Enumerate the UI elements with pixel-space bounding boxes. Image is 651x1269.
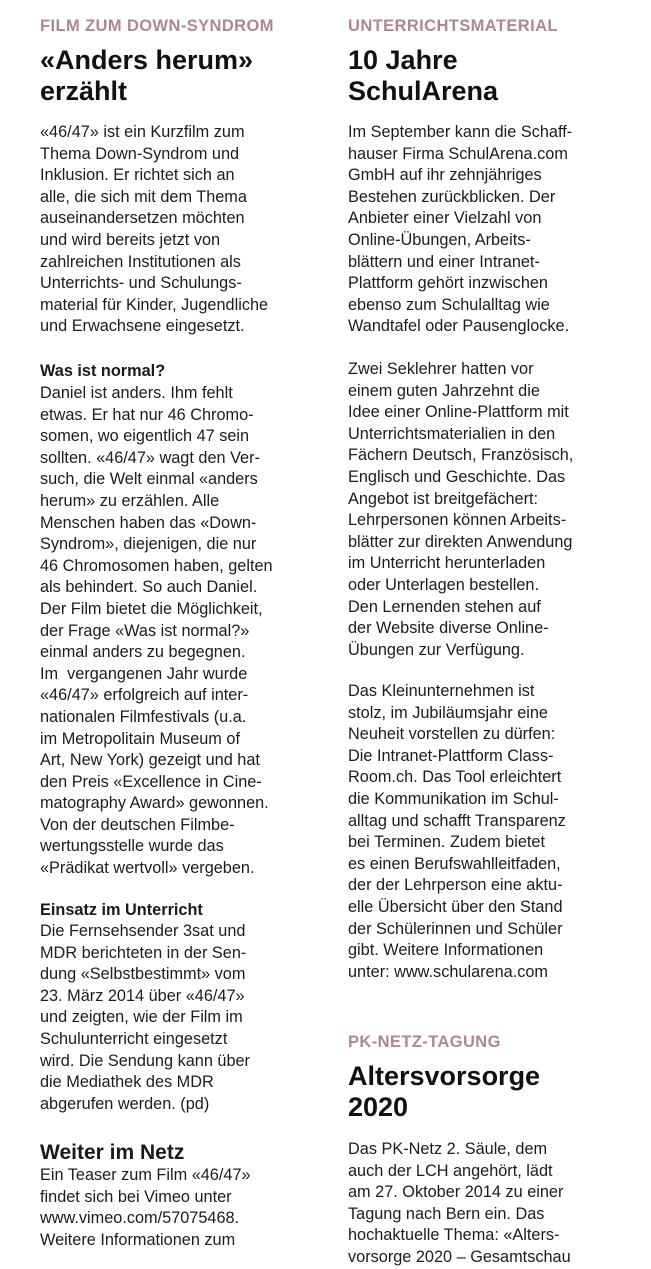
right-title2-line2: 2020 [348,1092,409,1122]
left-title-line1: «Anders herum» [40,45,254,75]
text-line: blätter zur direkten Anwendung [348,532,573,551]
text-line: Im September kann die Schaff- [348,123,573,141]
text-line: den Preis «Excellence in Cine- [40,772,262,791]
right-para1 [348,122,623,338]
text-line: Anbieter einer Vielzahl von [348,209,542,228]
text-line: Syndrom», diejenigen, die nur [40,535,257,554]
right-title-line2: SchulArena [348,76,499,106]
text-line: und wird bereits jetzt von [40,230,221,249]
text-line: alle, die sich mit dem Thema [40,187,247,206]
text-line: blättern und einer Intranet- [348,252,540,271]
text-line: der der Lehrperson eine aktu- [348,876,563,895]
right-para3 [348,681,623,983]
left-section2 [40,921,308,1115]
text-line: hochaktuelle Thema: «Alters- [348,1226,560,1245]
text-line: GmbH auf ihr zehnjähriges [348,166,542,185]
left-section1-heading: Was ist normal? [40,362,166,380]
left-section2-heading: Einsatz im Unterricht [40,901,203,919]
text-line: Idee einer Online-Plattform mit [348,403,569,422]
text-line: Tagung nach Bern ein. Das [348,1204,545,1223]
text-line: sollten. «46/47» wagt den Ver- [40,448,260,467]
text-line: Die Intranet-Plattform Class- [348,746,554,765]
right-para4 [348,1139,623,1269]
text-line: Fächern Deutsch, Französisch, [348,446,574,465]
text-line: Schulunterricht eingesetzt [40,1029,228,1048]
text-line: unter: www.schularena.com [348,962,548,981]
right-title2-line1: Altersvorsorge [348,1061,541,1091]
text-line: www.vimeo.com/57075468. [40,1209,240,1228]
text-line: Der Film bietet die Möglichkeit, [40,599,263,618]
text-line: gibt. Weitere Informationen [348,941,544,960]
text-line: am 27. Oktober 2014 zu einer [348,1183,564,1202]
text-line: Thema Down-Syndrom und [40,144,240,163]
text-line: und zeigten, wie der Film im [40,1008,243,1027]
text-line: Von der deutschen Filmbe- [40,815,235,834]
text-line: die Kommunikation im Schul- [348,789,559,808]
text-line: Bestehen zurückblicken. Der [348,187,556,206]
text-line: einmal anders zu begegnen. [40,643,246,662]
text-line: Angebot ist breitgefächert: [348,489,539,508]
text-line: «46/47» ist ein Kurzfilm zum [40,123,245,141]
text-line: MDR berichteten in der Sen- [40,943,247,962]
text-line: somen, wo eigentlich 47 sein [40,427,250,446]
text-line: Online-Übungen, Arbeits- [348,230,531,249]
text-line: Menschen haben das «Down- [40,513,257,532]
text-line: es einen Berufswahlleitfaden, [348,854,561,873]
right-kicker: UNTERRICHTSMATERIAL [348,17,558,35]
text-line: Den Lernenden stehen auf [348,597,541,616]
text-line: wird. Die Sendung kann über [40,1051,250,1070]
right-title-line1: 10 Jahre [348,45,458,75]
text-line: herum» zu erzählen. Alle [40,491,220,510]
text-line: Weitere Informationen zum [40,1230,236,1249]
left-intro [40,122,308,338]
text-line: vorsorge 2020 – Gesamtschau [348,1247,571,1266]
text-line: elle Übersicht über den Stand [348,897,563,916]
text-line: der Website diverse Online- [348,619,549,638]
text-line: zahlreichen Institutionen als [40,252,241,271]
text-line: Zwei Seklehrer hatten vor [348,360,534,378]
text-line: «Prädikat wertvoll» vergeben. [40,859,255,878]
text-line: der Frage «Was ist normal?» [40,621,250,640]
text-line: Art, New York) gezeigt und hat [40,751,260,770]
text-line: Ein Teaser zum Film «46/47» [40,1166,251,1184]
text-line: Room.ch. Das Tool erleichtert [348,768,562,787]
text-line: Das PK-Netz 2. Säule, dem [348,1140,548,1158]
text-line: Die Fernsehsender 3sat und [40,922,246,940]
right-title [348,45,623,107]
text-line: im Metropolitain Museum of [40,729,240,748]
text-line: abgerufen werden. (pd) [40,1094,210,1113]
text-line: Neuheit vorstellen zu dürfen: [348,725,556,744]
text-line: material für Kinder, Jugendliche [40,295,269,314]
left-section3 [40,1165,308,1251]
text-line: auch der LCH angehört, lädt [348,1161,553,1180]
text-line: 46 Chromosomen haben, gelten [40,556,273,575]
left-section3-heading: Weiter im Netz [40,1141,185,1164]
text-line: Wandtafel oder Pausenglocke. [348,317,570,336]
text-line: und Erwachsene eingesetzt. [40,317,245,336]
text-line: «46/47» erfolgreich auf inter- [40,686,249,705]
text-line: einem guten Jahrzehnt die [348,381,540,400]
text-line: findet sich bei Vimeo unter [40,1187,232,1206]
text-line: auseinandersetzen möchten [40,209,245,228]
text-line: such, die Welt einmal «anders [40,470,258,489]
text-line: Unterrichtsmaterialien in den [348,424,556,443]
right-title2 [348,1061,623,1123]
left-title-line2: erzählt [40,76,128,106]
right-kicker2: PK-NETZ-TAGUNG [348,1033,501,1051]
text-line: die Mediathek des MDR [40,1073,214,1092]
text-line: oder Unterlagen bestellen. [348,575,539,594]
left-section1 [40,383,308,880]
text-line: matography Award» gewonnen. [40,794,269,813]
text-line: Das Kleinunternehmen ist [348,682,535,700]
right-para2 [348,359,623,661]
left-title [40,45,308,107]
text-line: Im vergangenen Jahr wurde [40,664,248,683]
text-line: ebenso zum Schulalltag wie [348,295,550,314]
text-line: etwas. Er hat nur 46 Chromo- [40,405,254,424]
text-line: stolz, im Jubiläumsjahr eine [348,703,548,722]
text-line: 23. März 2014 über «46/47» [40,986,245,1005]
text-line: im Unterricht herunterladen [348,554,546,573]
text-line: hauser Firma SchulArena.com [348,144,568,163]
text-line: Plattform gehört inzwischen [348,274,548,293]
text-line: Inklusion. Er richtet sich an [40,166,235,185]
text-line: Übungen zur Verfügung. [348,640,525,659]
text-line: Daniel ist anders. Ihm fehlt [40,384,233,402]
text-line: nationalen Filmfestivals (u.a. [40,707,247,726]
text-line: Englisch und Geschichte. Das [348,467,566,486]
text-line: der Schülerinnen und Schüler [348,919,563,938]
text-line: als behindert. So auch Daniel. [40,578,258,597]
left-kicker: FILM ZUM DOWN-SYNDROM [40,17,274,35]
text-line: dung «Selbstbestimmt» vom [40,965,246,984]
text-line: wertungsstelle wurde das [40,837,224,856]
text-line: bei Terminen. Zudem bietet [348,833,545,852]
text-line: Unterrichts- und Schulungs- [40,274,242,293]
text-line: alltag und schafft Transparenz [348,811,566,830]
text-line: Lehrpersonen können Arbeits- [348,511,567,530]
